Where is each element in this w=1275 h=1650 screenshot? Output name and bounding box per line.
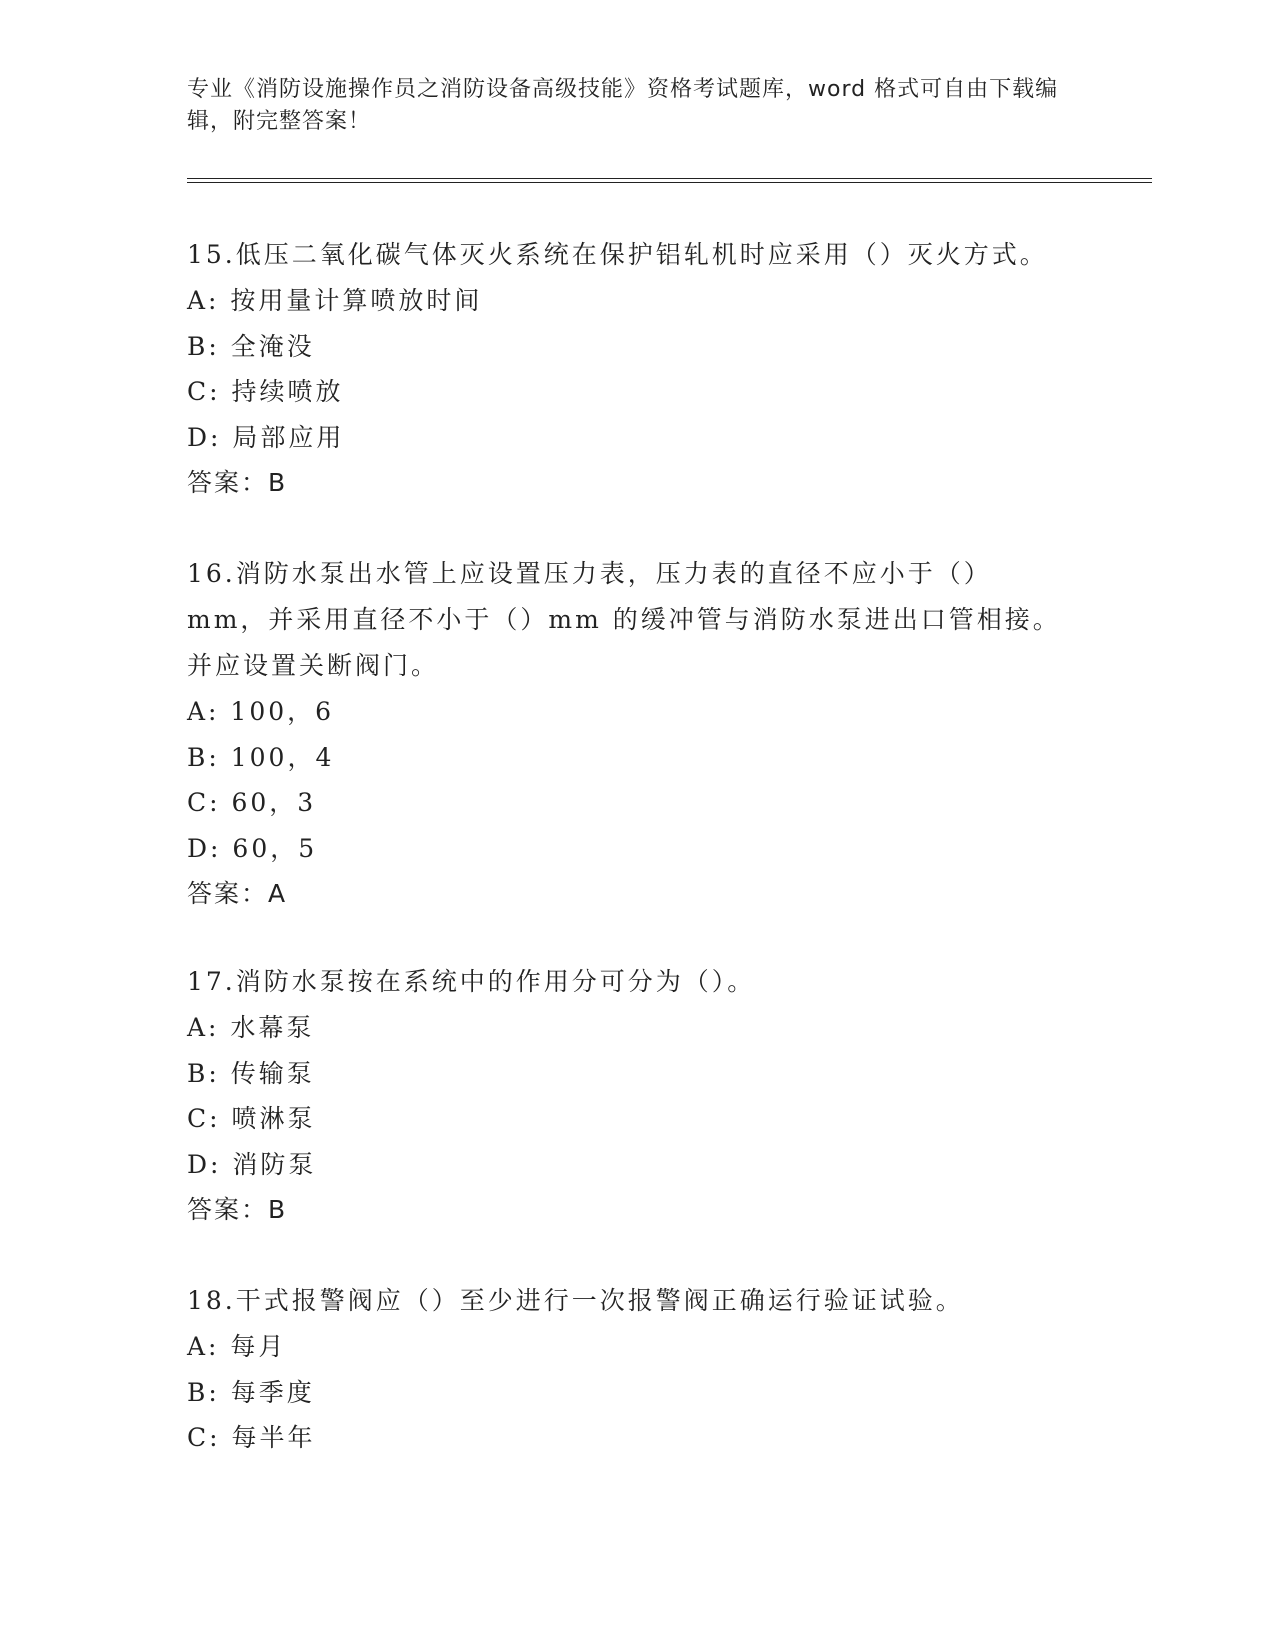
option-a: A: 按用量计算喷放时间 (187, 286, 483, 315)
answer-line: 答案：A (187, 879, 288, 908)
option-a: A: 100，6 (187, 697, 335, 726)
option-d: D: 60，5 (187, 833, 318, 863)
answer-line: 答案：B (187, 468, 288, 497)
question-18 (187, 1278, 1067, 1461)
option-c: C: 喷淋泵 (187, 1104, 316, 1133)
option-c: C: 每半年 (187, 1423, 316, 1452)
question-stem: 17.消防水泵按在系统中的作用分可分为（）。 (187, 967, 756, 996)
option-b: B: 全淹没 (187, 331, 315, 361)
option-c: C: 持续喷放 (187, 377, 344, 406)
question-stem: 16.消防水泵出水管上应设置压力表，压力表的直径不应小于（）mm，并采用直径不小于（）mm 的缓冲管与消防水泵进出口管相接。并应设置关断阀门。 (187, 559, 1061, 680)
question-16 (187, 551, 1067, 917)
option-c: C: 60，3 (187, 788, 317, 817)
question-17 (187, 959, 1067, 1233)
question-stem: 15.低压二氧化碳气体灭火系统在保护铝轧机时应采用（）灭火方式。 (187, 240, 1048, 269)
option-d: D: 局部应用 (187, 422, 345, 452)
option-b: B: 每季度 (187, 1377, 315, 1407)
header-divider-top (187, 178, 1152, 179)
option-b: B: 100，4 (187, 742, 335, 772)
option-a: A: 水幕泵 (187, 1013, 315, 1042)
document-intro: 专业《消防设施操作员之消防设备高级技能》资格考试题库，word 格式可自由下载编辑，附完整答案！ (187, 77, 1059, 134)
option-b: B: 传输泵 (187, 1058, 315, 1088)
question-stem: 18.干式报警阀应（）至少进行一次报警阀正确运行验证试验。 (187, 1286, 964, 1315)
header-divider-bottom (187, 182, 1152, 183)
answer-line: 答案：B (187, 1195, 288, 1224)
question-15 (187, 232, 1067, 506)
option-a: A: 每月 (187, 1332, 287, 1361)
option-d: D: 消防泵 (187, 1149, 317, 1179)
